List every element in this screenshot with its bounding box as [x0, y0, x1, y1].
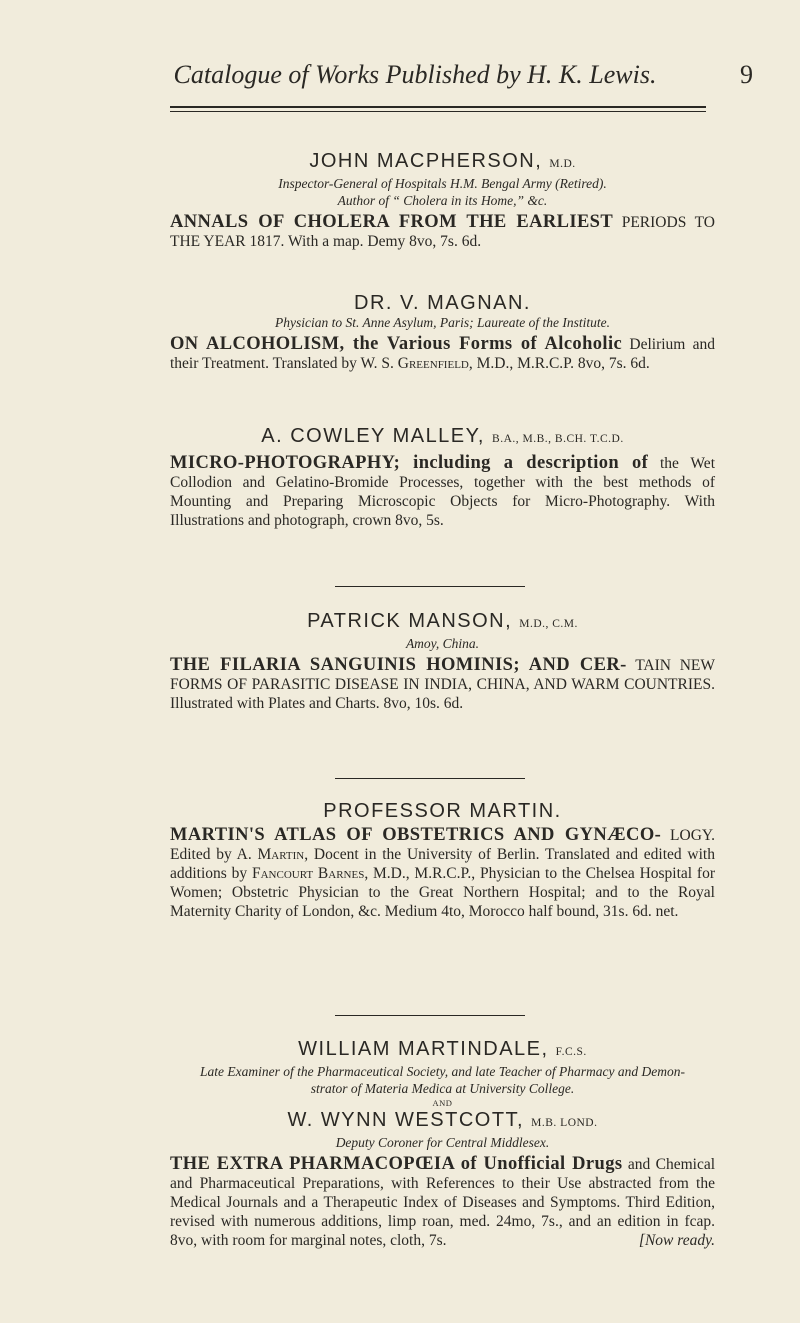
running-head: Catalogue of Works Published by H. K. Lewis.	[173, 60, 657, 89]
author-description: Amoy, China.	[405, 636, 480, 651]
author-description: Physician to St. Anne Asylum, Paris; Laureate of the Institute.	[275, 315, 610, 330]
book-details: LOGY. Edited by A.	[170, 827, 715, 863]
author-heading	[170, 610, 715, 635]
translator-name: Fancourt Barnes	[251, 865, 365, 882]
catalogue-entry-magnan	[170, 292, 715, 373]
author-name: PATRICK MANSON,	[307, 610, 513, 632]
author-heading	[170, 1038, 715, 1063]
section-divider	[335, 778, 525, 779]
coauthor-heading	[170, 1109, 715, 1134]
editor-name: Martin	[257, 846, 305, 863]
author-heading	[170, 425, 715, 450]
availability-status: [Now ready.	[638, 1232, 715, 1249]
book-details: , M.D., M.R.C.P., Physician to the Chelsea Hospital for Women; Obstetric Physician to the Great Northern Hospital; and to the Royal Maternity Charity of London, &c. Medium 4to, Morocco half bound, 31s. 6d. net.	[170, 865, 715, 920]
author-description: Author of “ Cholera in its Home,” &c.	[337, 193, 548, 208]
author-credentials: F.C.S.	[555, 1046, 587, 1058]
entry-body	[170, 454, 715, 530]
book-details: , Docent in the University of Berlin. Translated and edited with additions by	[170, 846, 715, 882]
book-details: TAIN NEW FORMS OF PARASITIC DISEASE IN INDIA, CHINA, AND WARM COUNTRIES. Illustrated with Plates and Charts. 8vo, 10s. 6d.	[170, 657, 715, 712]
header-rule-thin	[170, 111, 706, 112]
author-heading	[170, 800, 715, 822]
catalogue-entry-manson	[170, 610, 715, 713]
author-name: JOHN MACPHERSON,	[309, 150, 543, 172]
entry-body	[170, 335, 715, 373]
author-description: Late Examiner of the Pharmaceutical Society, and late Teacher of Pharmacy and Demon-	[199, 1064, 686, 1079]
header-rule	[170, 106, 706, 108]
catalogue-entry-martin	[170, 800, 715, 921]
coauthor-credentials: M.B. LOND.	[531, 1117, 598, 1129]
author-name: PROFESSOR MARTIN.	[323, 800, 562, 822]
book-title: ANNALS OF CHOLERA FROM THE EARLIEST	[170, 212, 614, 232]
author-name: WILLIAM MARTINDALE,	[298, 1038, 549, 1060]
entry-body	[170, 213, 715, 251]
author-heading	[170, 150, 715, 175]
book-details: PERIODS TO THE YEAR 1817. With a map. Demy 8vo, 7s. 6d.	[170, 214, 716, 250]
entry-body	[170, 656, 715, 713]
section-divider	[335, 1015, 525, 1016]
author-credentials: M.D.	[549, 158, 576, 170]
entry-body	[170, 1155, 715, 1250]
catalogue-entry-macpherson	[170, 150, 715, 251]
author-description: Inspector-General of Hospitals H.M. Bengal Army (Retired).	[278, 176, 607, 191]
coauthor-name: W. WYNN WESTCOTT,	[287, 1109, 525, 1131]
book-title: THE FILARIA SANGUINIS HOMINIS; AND CER-	[170, 655, 627, 675]
author-credentials: M.D., C.M.	[519, 618, 578, 630]
catalogue-entry-malley	[170, 425, 715, 530]
catalogue-entry-martindale	[170, 1038, 715, 1250]
book-title: ON ALCOHOLISM, the Various Forms of Alcoholic	[170, 334, 623, 354]
author-name: A. COWLEY MALLEY,	[261, 425, 485, 447]
translator-name: Greenfield	[397, 355, 469, 372]
book-title: MARTIN'S ATLAS OF OBSTETRICS AND GYNÆCO-	[170, 825, 662, 845]
entry-body	[170, 826, 715, 921]
author-credentials: B.A., M.B., B.CH. T.C.D.	[492, 433, 624, 445]
page-number: 9	[740, 60, 753, 89]
book-title: THE EXTRA PHARMACOPŒIA of Unofficial Drugs	[170, 1154, 623, 1174]
book-details: the Wet Collodion and Gelatino-Bromide Processes, together with the best methods of Mounting and Preparing Microscopic Objects for Micro-Photography. With Illustrations and photograph, crown 8vo, 5s.	[170, 455, 715, 529]
book-details: , M.D., M.R.C.P. 8vo, 7s. 6d.	[468, 355, 650, 372]
book-title: MICRO-PHOTOGRAPHY; including a description of	[170, 453, 649, 473]
coauthor-description: Deputy Coroner for Central Middlesex.	[335, 1135, 550, 1150]
author-name: DR. V. MAGNAN.	[354, 292, 531, 314]
section-divider	[335, 586, 525, 587]
author-heading	[170, 292, 715, 314]
book-details: Delirium and their Treatment. Translated by W. S.	[170, 336, 716, 372]
author-description: strator of Materia Medica at University College.	[310, 1081, 575, 1096]
book-details: and Chemical and Pharmaceutical Preparations, with References to their Use abstracted from the Medical Journals and a Therapeutic Index of Diseases and Symptoms. Third Edition, revised with numerous additions, limp roan, med. 24mo, 7s., and an edition in fcap. 8vo, with room for marginal notes, cloth, 7s.	[170, 1156, 716, 1249]
and-connector: AND	[432, 1098, 453, 1108]
